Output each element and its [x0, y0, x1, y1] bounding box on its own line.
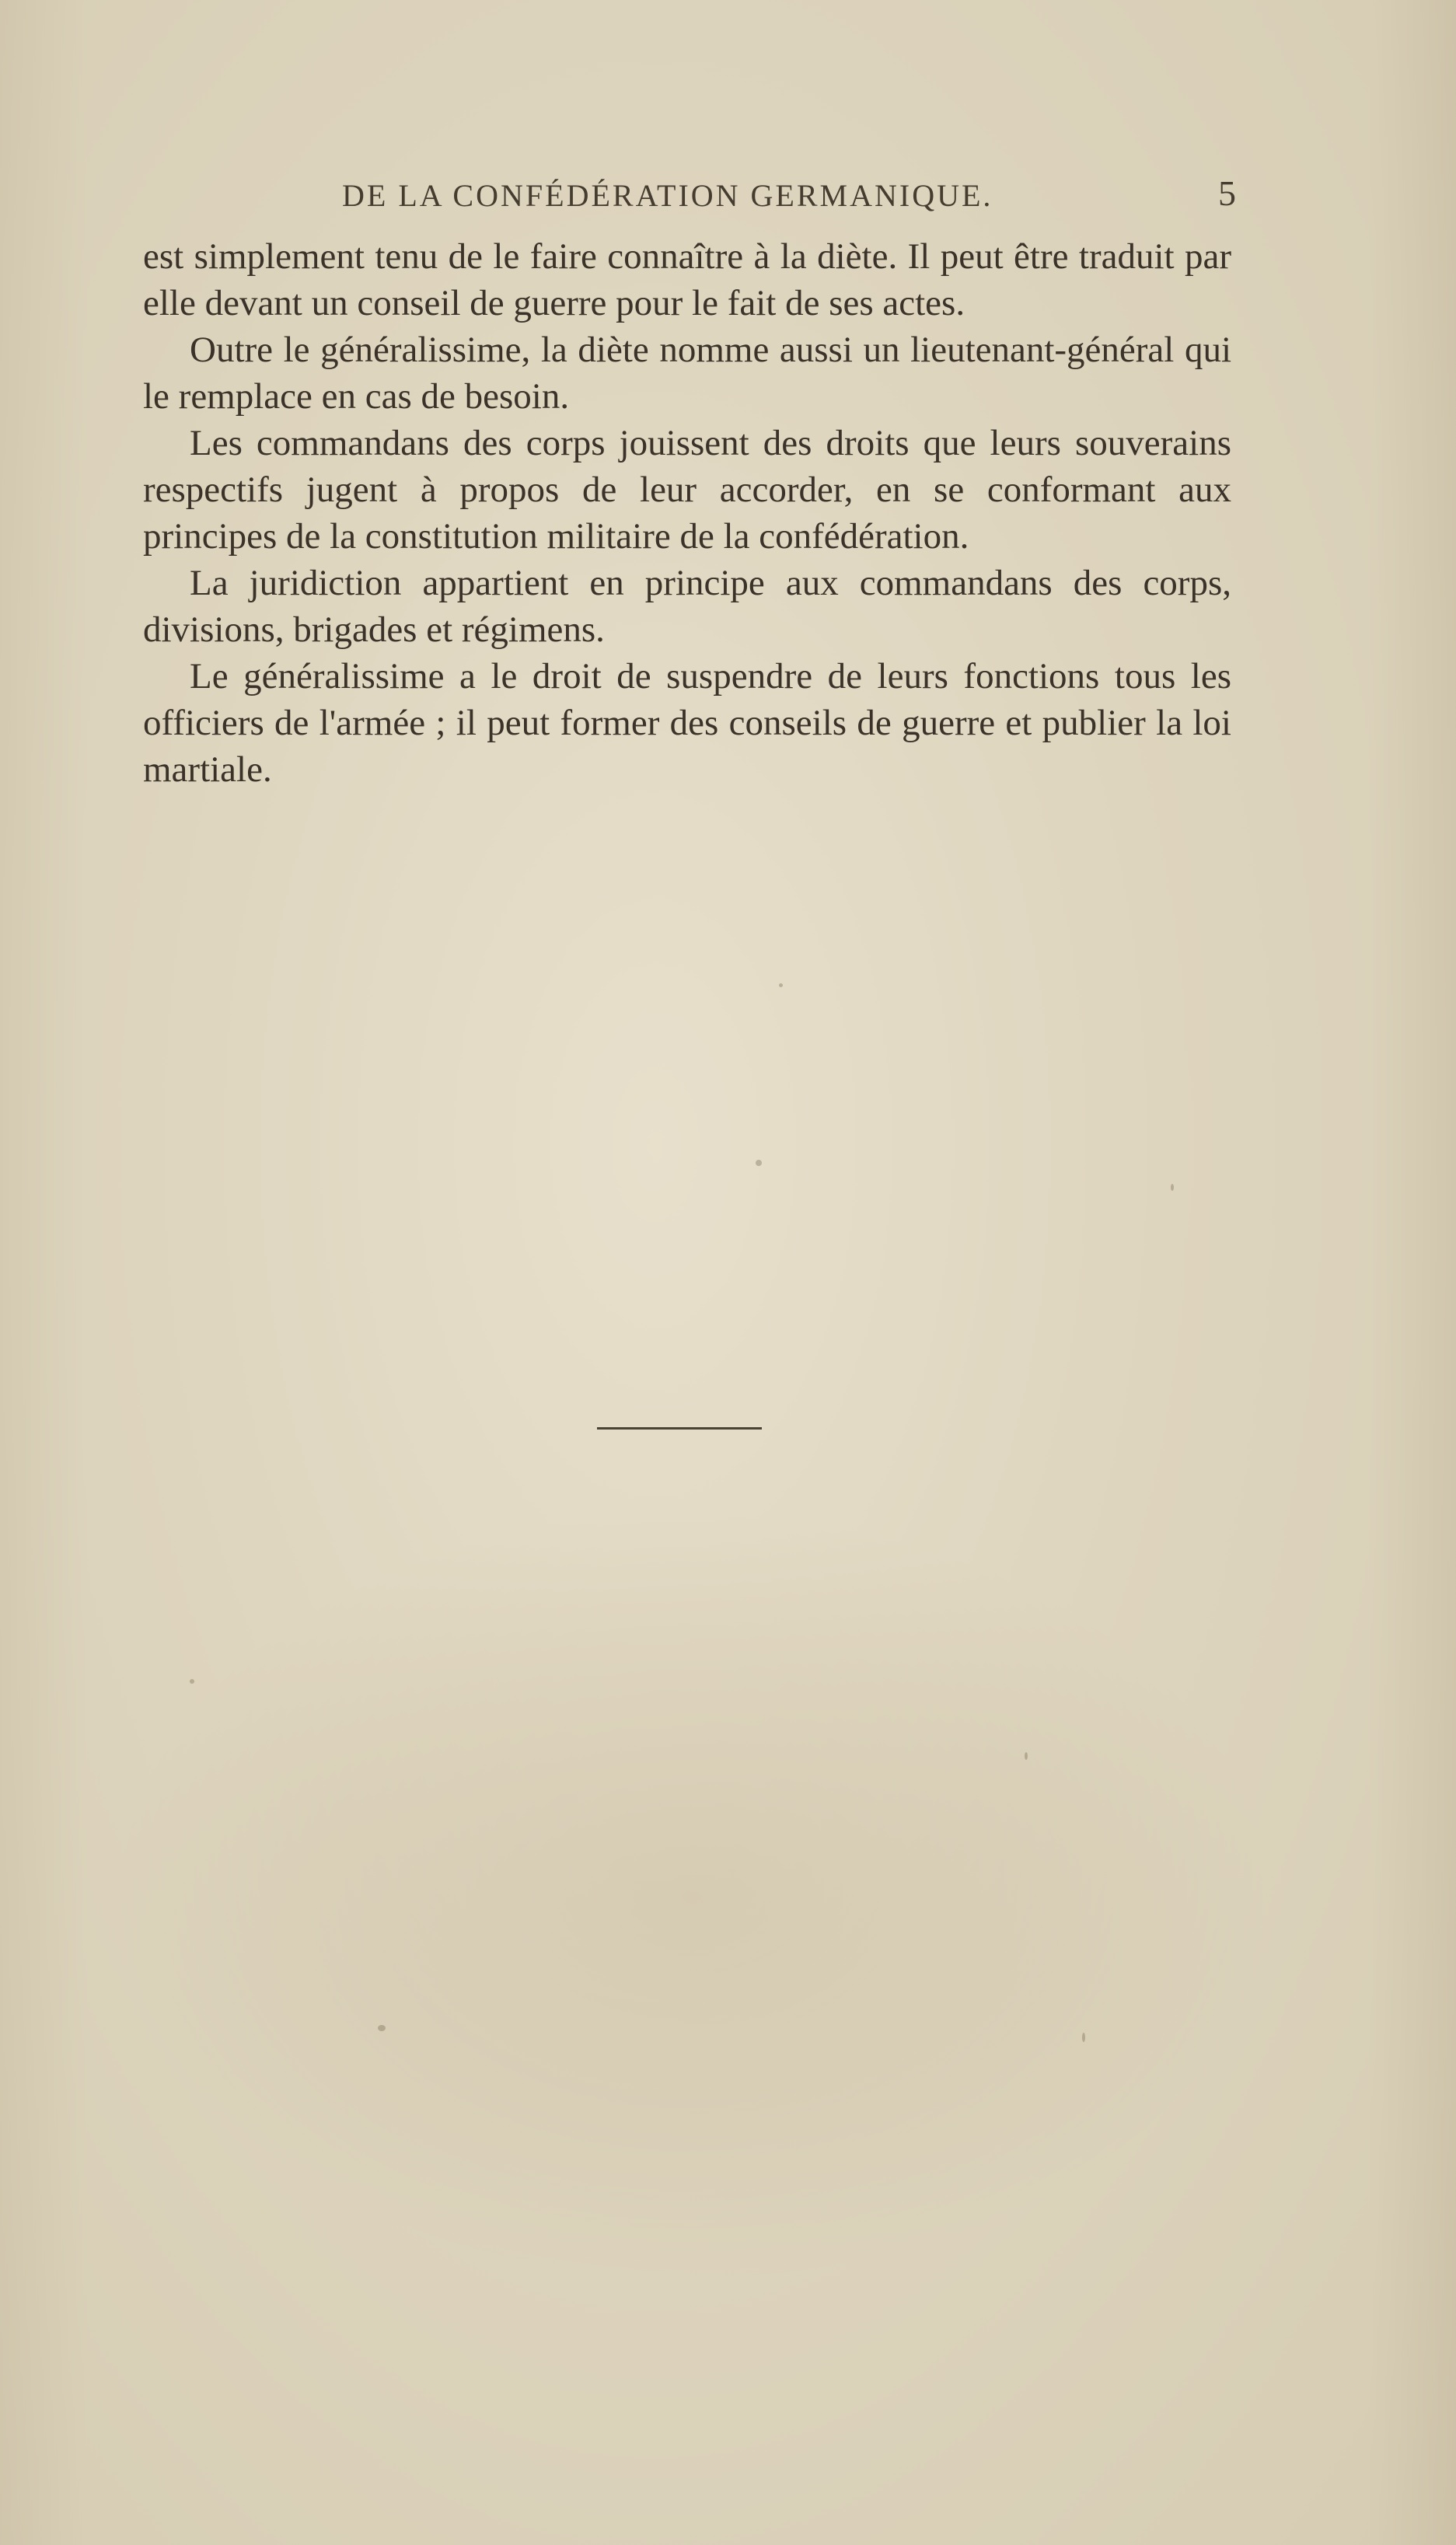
paper-speck: [1171, 1184, 1174, 1191]
running-head: [342, 173, 1236, 224]
paragraph: Les commandans des corps jouissent des droits que leurs souverains respectifs jugent à propos de leur accorder, en se conformant aux principes de la constitution militaire de la confédération.: [143, 423, 1231, 557]
paper-stain: [109, 1508, 1275, 2285]
paragraph: Le généralissime a le droit de suspendre de leurs fonctions tous les officiers de l'armée ; il peut former des conseils de guerre et publier la loi martiale.: [143, 656, 1231, 790]
paper-speck: [1082, 2033, 1085, 2042]
section-end-rule: [597, 1427, 762, 1430]
paper-speck: [1025, 1752, 1028, 1760]
paper-speck: [756, 1160, 762, 1166]
paragraph: Outre le généralissime, la diète nomme aussi un lieutenant-général qui le remplace en cas de besoin.: [143, 330, 1231, 417]
paragraph: est simplement tenu de le faire connaître à la diète. Il peut être traduit par elle devant un conseil de guerre pour le fait de ses actes.: [143, 236, 1231, 323]
running-title: DE LA CONFÉDÉRATION GERMANIQUE.: [342, 178, 993, 213]
paragraph: La juridiction appartient en principe aux commandans des corps, divisions, brigades et régimens.: [143, 563, 1231, 650]
body-text: [143, 233, 1231, 793]
paper-speck: [190, 1679, 194, 1684]
page-number: 5: [1218, 173, 1236, 213]
paper-speck: [779, 983, 783, 987]
paper-speck: [378, 2025, 386, 2031]
